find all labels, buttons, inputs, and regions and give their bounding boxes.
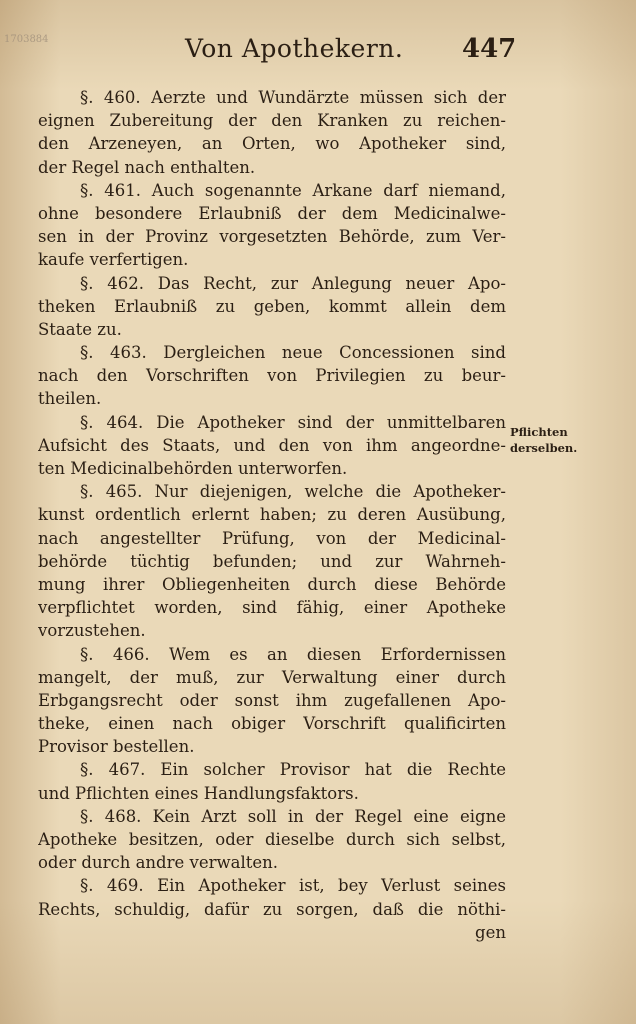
running-head: Von Apothekern. (185, 34, 404, 63)
text-line: oder durch andre verwalten. (38, 853, 278, 873)
text-line: und Pflichten eines Handlungsfaktors. (38, 783, 359, 803)
text-line: §. 465. Nur diejenigen, welche die Apotheker- (80, 482, 506, 502)
text-line: den Arzeneyen, an Orten, wo Apotheker sind, (38, 134, 506, 154)
text-line: der Regel nach enthalten. (38, 157, 256, 177)
text-line: Aufsicht des Staats, und den von ihm angeordne- (38, 435, 506, 455)
text-line: Rechts, schuldig, dafür zu sorgen, daß die nöthi- (38, 899, 506, 919)
body-text (38, 86, 506, 944)
margin-note (510, 424, 610, 456)
text-line: §. 466. Wem es an diesen Erfordernissen (80, 644, 506, 664)
margin-note-line: derselben. (510, 441, 578, 455)
page-number: 447 (462, 34, 517, 64)
text-line: §. 463. Dergleichen neue Concessionen sind (80, 343, 506, 363)
text-line: mung ihrer Obliegenheiten durch diese Behörde (38, 574, 506, 594)
text-line: §. 468. Kein Arzt soll in der Regel eine eigne (80, 806, 506, 826)
text-line: theilen. (38, 389, 102, 409)
library-stamp: 1703884 (4, 34, 49, 45)
text-line: §. 469. Ein Apotheker ist, bey Verlust seines (80, 876, 506, 896)
text-line: nach den Vorschriften von Privilegien zu beur- (38, 366, 506, 386)
text-line: theke, einen nach obiger Vorschrift qualificirten (38, 714, 506, 734)
text-line: §. 461. Auch sogenannte Arkane darf niemand, (80, 180, 506, 200)
text-line: §. 460. Aerzte und Wundärzte müssen sich der (80, 88, 506, 107)
text-line: kaufe verfertigen. (38, 250, 189, 270)
text-line: sen in der Provinz vorgesetzten Behörde, zum Ver- (38, 227, 506, 247)
text-line: vorzustehen. (38, 621, 146, 641)
text-line: behörde tüchtig befunden; und zur Wahrneh- (38, 551, 506, 571)
text-line: Staate zu. (38, 319, 122, 339)
text-line: mangelt, der muß, zur Verwaltung einer durch (38, 667, 506, 687)
text-line: §. 462. Das Recht, zur Anlegung neuer Apo- (80, 273, 506, 293)
page-header (0, 34, 636, 74)
text-line: eignen Zubereitung der den Kranken zu reichen- (38, 111, 506, 131)
text-line: gen (475, 922, 506, 942)
text-line: verpflichtet worden, sind fähig, einer Apotheke (38, 598, 506, 618)
text-line: ohne besondere Erlaubniß der dem Medicinalwe- (38, 203, 506, 223)
text-line: nach angestellter Prüfung, von der Medicinal- (38, 528, 506, 548)
text-line: §. 467. Ein solcher Provisor hat die Rechte (80, 760, 506, 780)
text-line: Erbgangsrecht oder sonst ihm zugefallenen Apo- (38, 690, 506, 710)
text-line: ten Medicinalbehörden unterworfen. (38, 459, 348, 478)
text-line: Apotheke besitzen, oder dieselbe durch sich selbst, (38, 830, 506, 849)
text-line: kunst ordentlich erlernt haben; zu deren Ausübung, (38, 505, 506, 525)
text-line: Provisor bestellen. (38, 737, 195, 757)
text-line: theken Erlaubniß zu geben, kommt allein dem (38, 296, 506, 316)
margin-note-line: Pflichten (510, 425, 568, 439)
text-line: §. 464. Die Apotheker sind der unmittelbaren (80, 412, 506, 432)
